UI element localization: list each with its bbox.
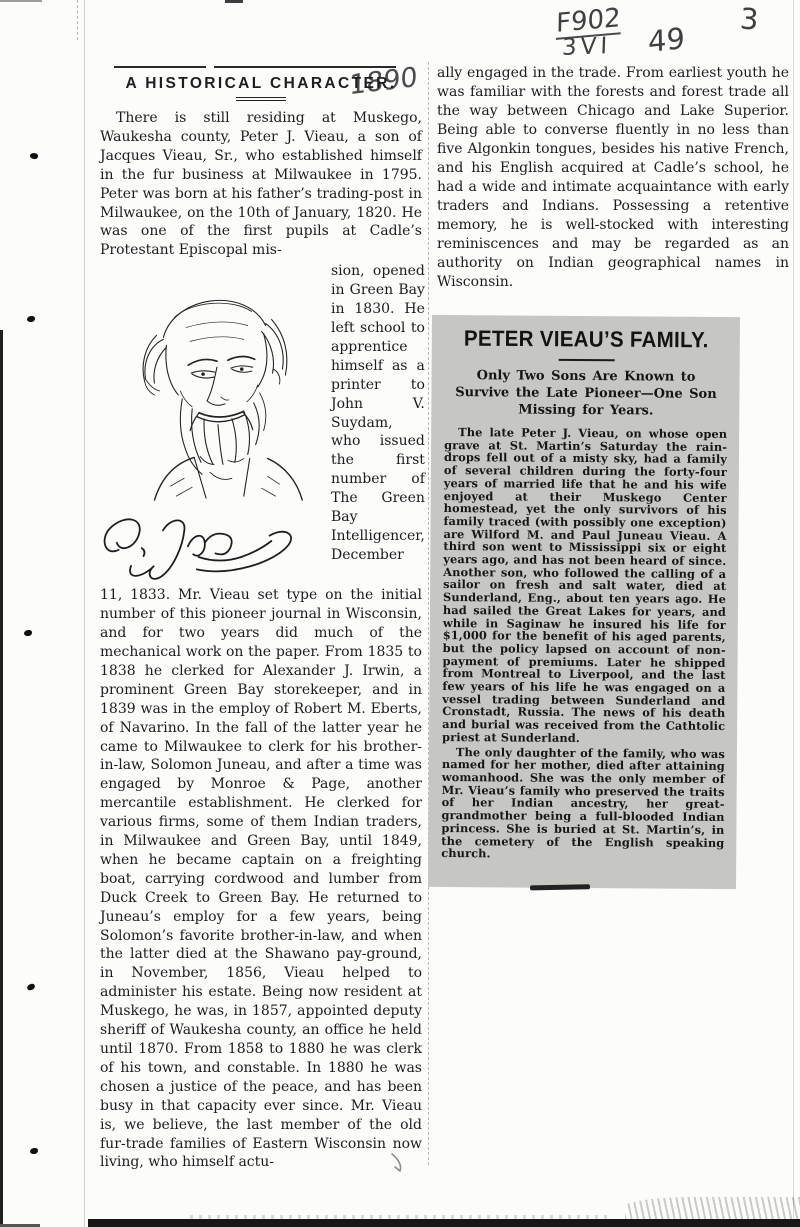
scan-tick-mark [0, 0, 42, 2]
ink-speck [24, 630, 32, 636]
article-column-left [100, 61, 425, 1172]
page-edge-line-left [84, 0, 85, 1227]
scan-tick-mark [225, 0, 243, 3]
clipping-paragraph-2: The only daughter of the family, who was named for her mother, died after attaining womanhood. She was the only member of Mr. Vieau’s family who preserved the traits of her Indian ancestry, her great-grandmother being a full-blooded Indian princess. She is buried at St. Martin’s, in the cemetery of the English speaking church. [441, 744, 725, 861]
headline-underline [236, 97, 286, 101]
article-paragraph-intro: There is still residing at Muskego, Waukesha county, Peter J. Vieau, a son of Jacques Vieau, Sr., who established himself in the fur business at Milwaukee in 1795. Peter was born at his father’s trading-post in Milwaukee, on the 10th of January, 1820. He was one of the first pupils at Cadle’s Protestant Episcopal mis- [100, 110, 422, 259]
article-headline: A HISTORICAL CHARACTER. [125, 75, 397, 92]
handwritten-page-number-right: 3 [738, 1, 760, 37]
ink-speck [30, 1148, 38, 1154]
handwritten-volume-code: 3VI [561, 33, 612, 61]
scan-edge-strip [0, 330, 3, 1227]
handwritten-page-number-center: 49 [647, 21, 686, 59]
page-edge-dash-top [77, 0, 78, 40]
portrait-sketch-image [100, 262, 328, 512]
article-column-right [437, 64, 789, 292]
article-paragraph-column2: ally engaged in the trade. From earliest youth he was familiar with the forests and forest trade all the way between Chicago and Lake Superior. Being able to converse fluently in no less than five Algonkin tongues, besides his native French, and his English acquired at Cadle’s school, he had a wide and intimate acquaintance with early traders and Indians. Possessing a retentive memory, he is well-stocked with interesting reminiscences and may be regarded as an authority on Indian geographical names in Wisconsin. [437, 65, 789, 290]
column-divider-rule [428, 62, 429, 1165]
page-edge-line-right [793, 0, 794, 1227]
handwritten-archive-code: F902 [555, 3, 621, 39]
ink-speck [29, 152, 39, 160]
clipping-paragraph-1: The late Peter J. Vieau, on whose open grave at St. Martin’s Saturday the rain-drops fell out of a misty sky, had a family of several children during the forty-four years of married life that he and his wife enjoyed at their Muskego Center homestead, yet the only survivors of his family traced (with possibly one exception) are Wilford M. and Paul Juneau Vieau. A third son went to Mississippi six or eight years ago, and has not been heard of since. Another son, who followed the calling of a sailor on fresh and salt water, died at Sunderland, Eng., about ten years ago. He had sailed the Great Lakes for years, and while in Saginaw he insured his life for $1,000 for the benefit of his aged parents, but the policy lapsed on account of non-payment of premiums. Later he shipped from Montreal to Liverpool, and the last few years of his life he was engaged on a vessel trading between Sunderland and Cronstadt, Russia. The news of his death and burial was received from the Cathtolic priest at Sunderland. [442, 425, 728, 745]
article-paragraph-beside-portrait: sion, opened in Green Bay in 1830. He left school to apprentice himself as a printer to John V. Suydam, who issued the first number of The Green Bay Intelligencer, December [331, 263, 425, 563]
article-paragraph-continuation: 11, 1833. Mr. Vieau set type on the initial number of this pioneer journal in Wisconsin, and for two years did much of the mechanical work on the paper. From 1835 to 1838 he clerked for Alexander J. Irwin, a prominent Green Bay storekeeper, and in 1839 was in the employ of Robert M. Eberts, of Navarino. In the fall of the latter year he came to Milwaukee to clerk for his brother-in-law, Solomon Juneau, and after a time was engaged by Monroe & Page, another mercantile establishment. He clerked for various firms, some of them Indian traders, in Milwaukee and Green Bay, until 1849, when he became captain on a freighting boat, carrying cordwood and lumber from Duck Creek to Green Bay. He returned to Juneau’s employ for a few years, being Solomon’s favorite brother-in-law, and when the latter died at the Shawano pay-ground, in November, 1856, Vieau helped to administer his estate. Being now resident at Muskego, he was, in 1857, appointed deputy sheriff of Waukesha county, an office he held until 1870. From 1858 to 1880 he was clerk of his town, and constable. In 1880 he was chosen a justice of the peace, and has been busy in that capacity ever since. Mr. Vieau is, we believe, the last member of the old fur-trade families of Eastern Wisconsin now living, who himself actu- [100, 587, 422, 1171]
clipping-headline-rule [558, 359, 614, 361]
scan-noise [625, 1197, 800, 1221]
portrait-text-wrap [100, 262, 425, 586]
family-article-clipping [428, 315, 740, 889]
ink-speck [27, 316, 35, 322]
clipping-headline: PETER VIEAU’S FAMILY. [463, 326, 709, 353]
handwritten-year-note: 1890 [348, 61, 418, 102]
clipping-subhead: Only Two Sons Are Known to Survive the Late Pioneer—One Son Missing for Years. [455, 368, 717, 419]
signature-image [92, 496, 314, 586]
portrait-figure [100, 262, 328, 586]
ink-speck [26, 983, 35, 991]
ink-smudge [530, 884, 590, 890]
headline-top-rule [100, 64, 422, 70]
scan-edge-bottom [88, 1219, 800, 1227]
clipping-body [441, 426, 727, 862]
